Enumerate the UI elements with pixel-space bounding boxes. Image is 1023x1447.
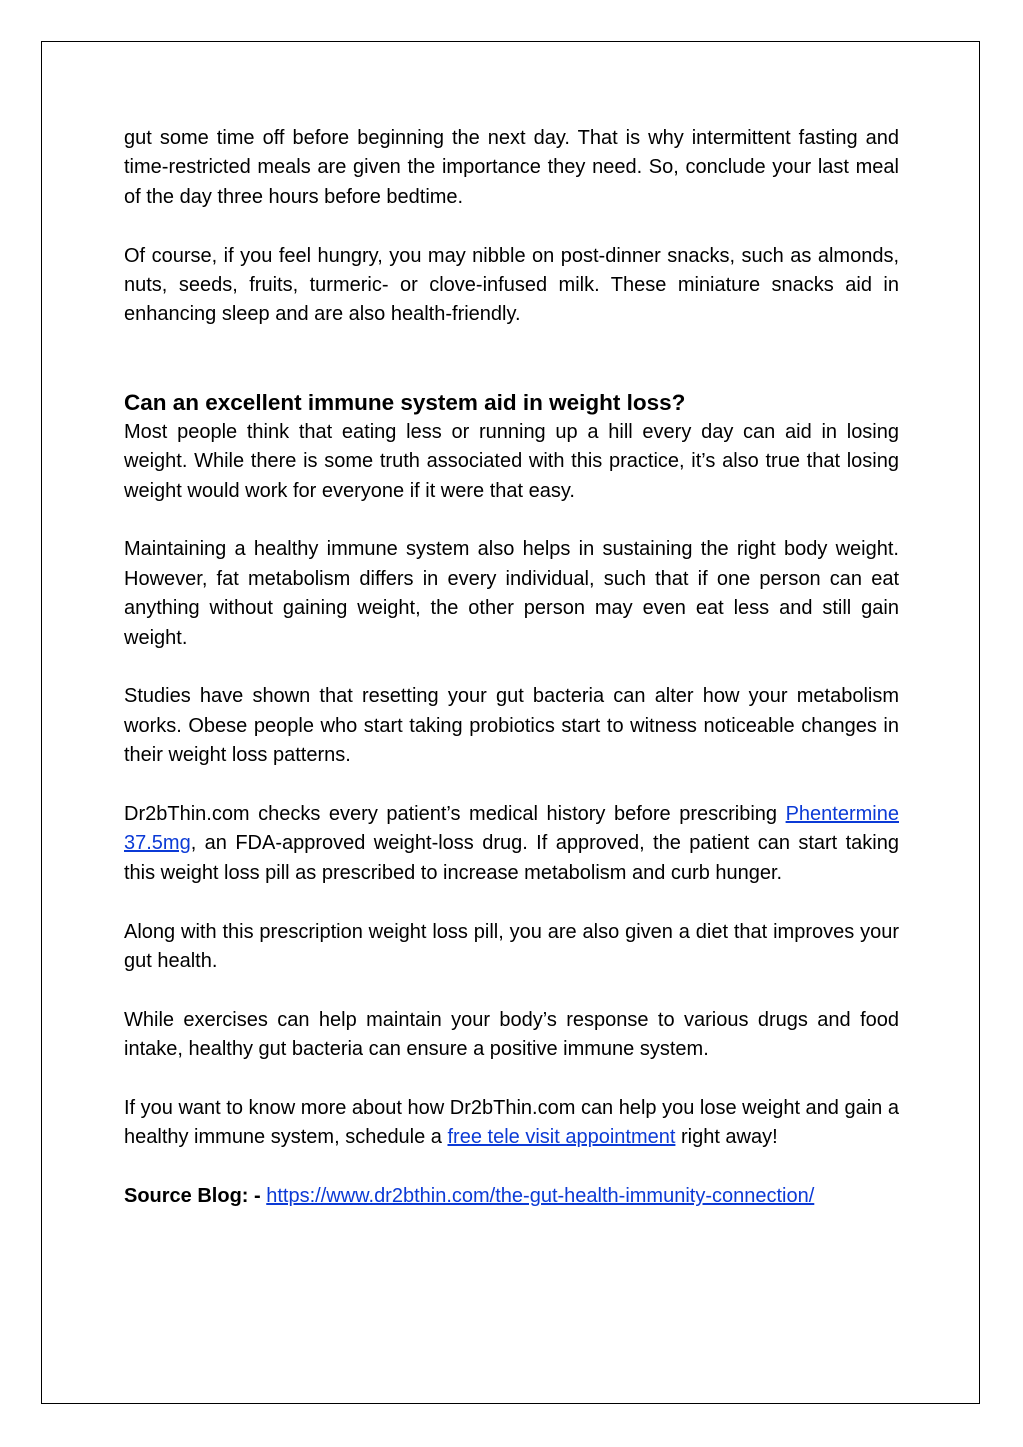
paragraph-immune-system: Maintaining a healthy immune system also helps in sustaining the right body weight. However, fat metabolism differs in every individual, such that if one person can eat anything without gaining weight, the other person may even eat less and still gain weight.: [124, 538, 899, 649]
paragraph-diet: Along with this prescription weight loss pill, you are also given a diet that improves your gut health.: [124, 920, 899, 973]
paragraph-intermittent-fasting: gut some time off before beginning the next day. That is why intermittent fasting and time-restricted meals are given the importance they need. So, conclude your last meal of the day three hours before bedtime.: [124, 127, 899, 208]
paragraph-medical-history-text-end: , an FDA-approved weight-loss drug. If approved, the patient can start taking this weight loss pill as prescribed to increase metabolism and curb hunger.: [124, 832, 899, 884]
paragraph-exercise: While exercises can help maintain your body’s response to various drugs and food intake, healthy gut bacteria can ensure a positive immune system.: [124, 1008, 899, 1061]
section-heading: Can an excellent immune system aid in weight loss?: [124, 389, 686, 415]
paragraph-appointment: [124, 1094, 899, 1153]
paragraph-snacks: Of course, if you feel hungry, you may nibble on post-dinner snacks, such as almonds, nuts, seeds, fruits, turmeric- or clove-infused milk. These miniature snacks aid in enhancing sleep and are also health-friendly.: [124, 244, 899, 326]
appointment-link[interactable]: free tele visit appointment: [447, 1126, 676, 1149]
source-url-link[interactable]: https://www.dr2bthin.com/the-gut-health-immunity-connection/: [266, 1185, 815, 1208]
paragraph-medical-history-text-start: Dr2bThin.com checks every patient’s medical history before prescribing: [124, 803, 786, 826]
document-body: [124, 124, 899, 1212]
paragraph-appointment-text-start: If you want to know more about how Dr2bThin.com can help you lose weight and gain a healthy immune system, schedule a: [124, 1097, 899, 1149]
paragraph-appointment-text-end: right away!: [675, 1126, 778, 1149]
paragraph-eating-less: Most people think that eating less or running up a hill every day can aid in losing weight. While there is some truth associated with this practice, it’s also true that losing weight would work for everyone if it were that easy.: [124, 420, 899, 502]
paragraph-gut-bacteria: Studies have shown that resetting your gut bacteria can alter how your metabolism works. Obese people who start taking probiotics start to witness noticeable changes in their weight loss patterns.: [124, 685, 899, 767]
source-dash: -: [254, 1185, 261, 1208]
source-blog: [124, 1182, 899, 1211]
paragraph-medical-history: [124, 800, 899, 888]
source-label: Source Blog:: [124, 1185, 249, 1208]
phentermine-link[interactable]: Phentermine 37.5mg: [124, 803, 899, 855]
